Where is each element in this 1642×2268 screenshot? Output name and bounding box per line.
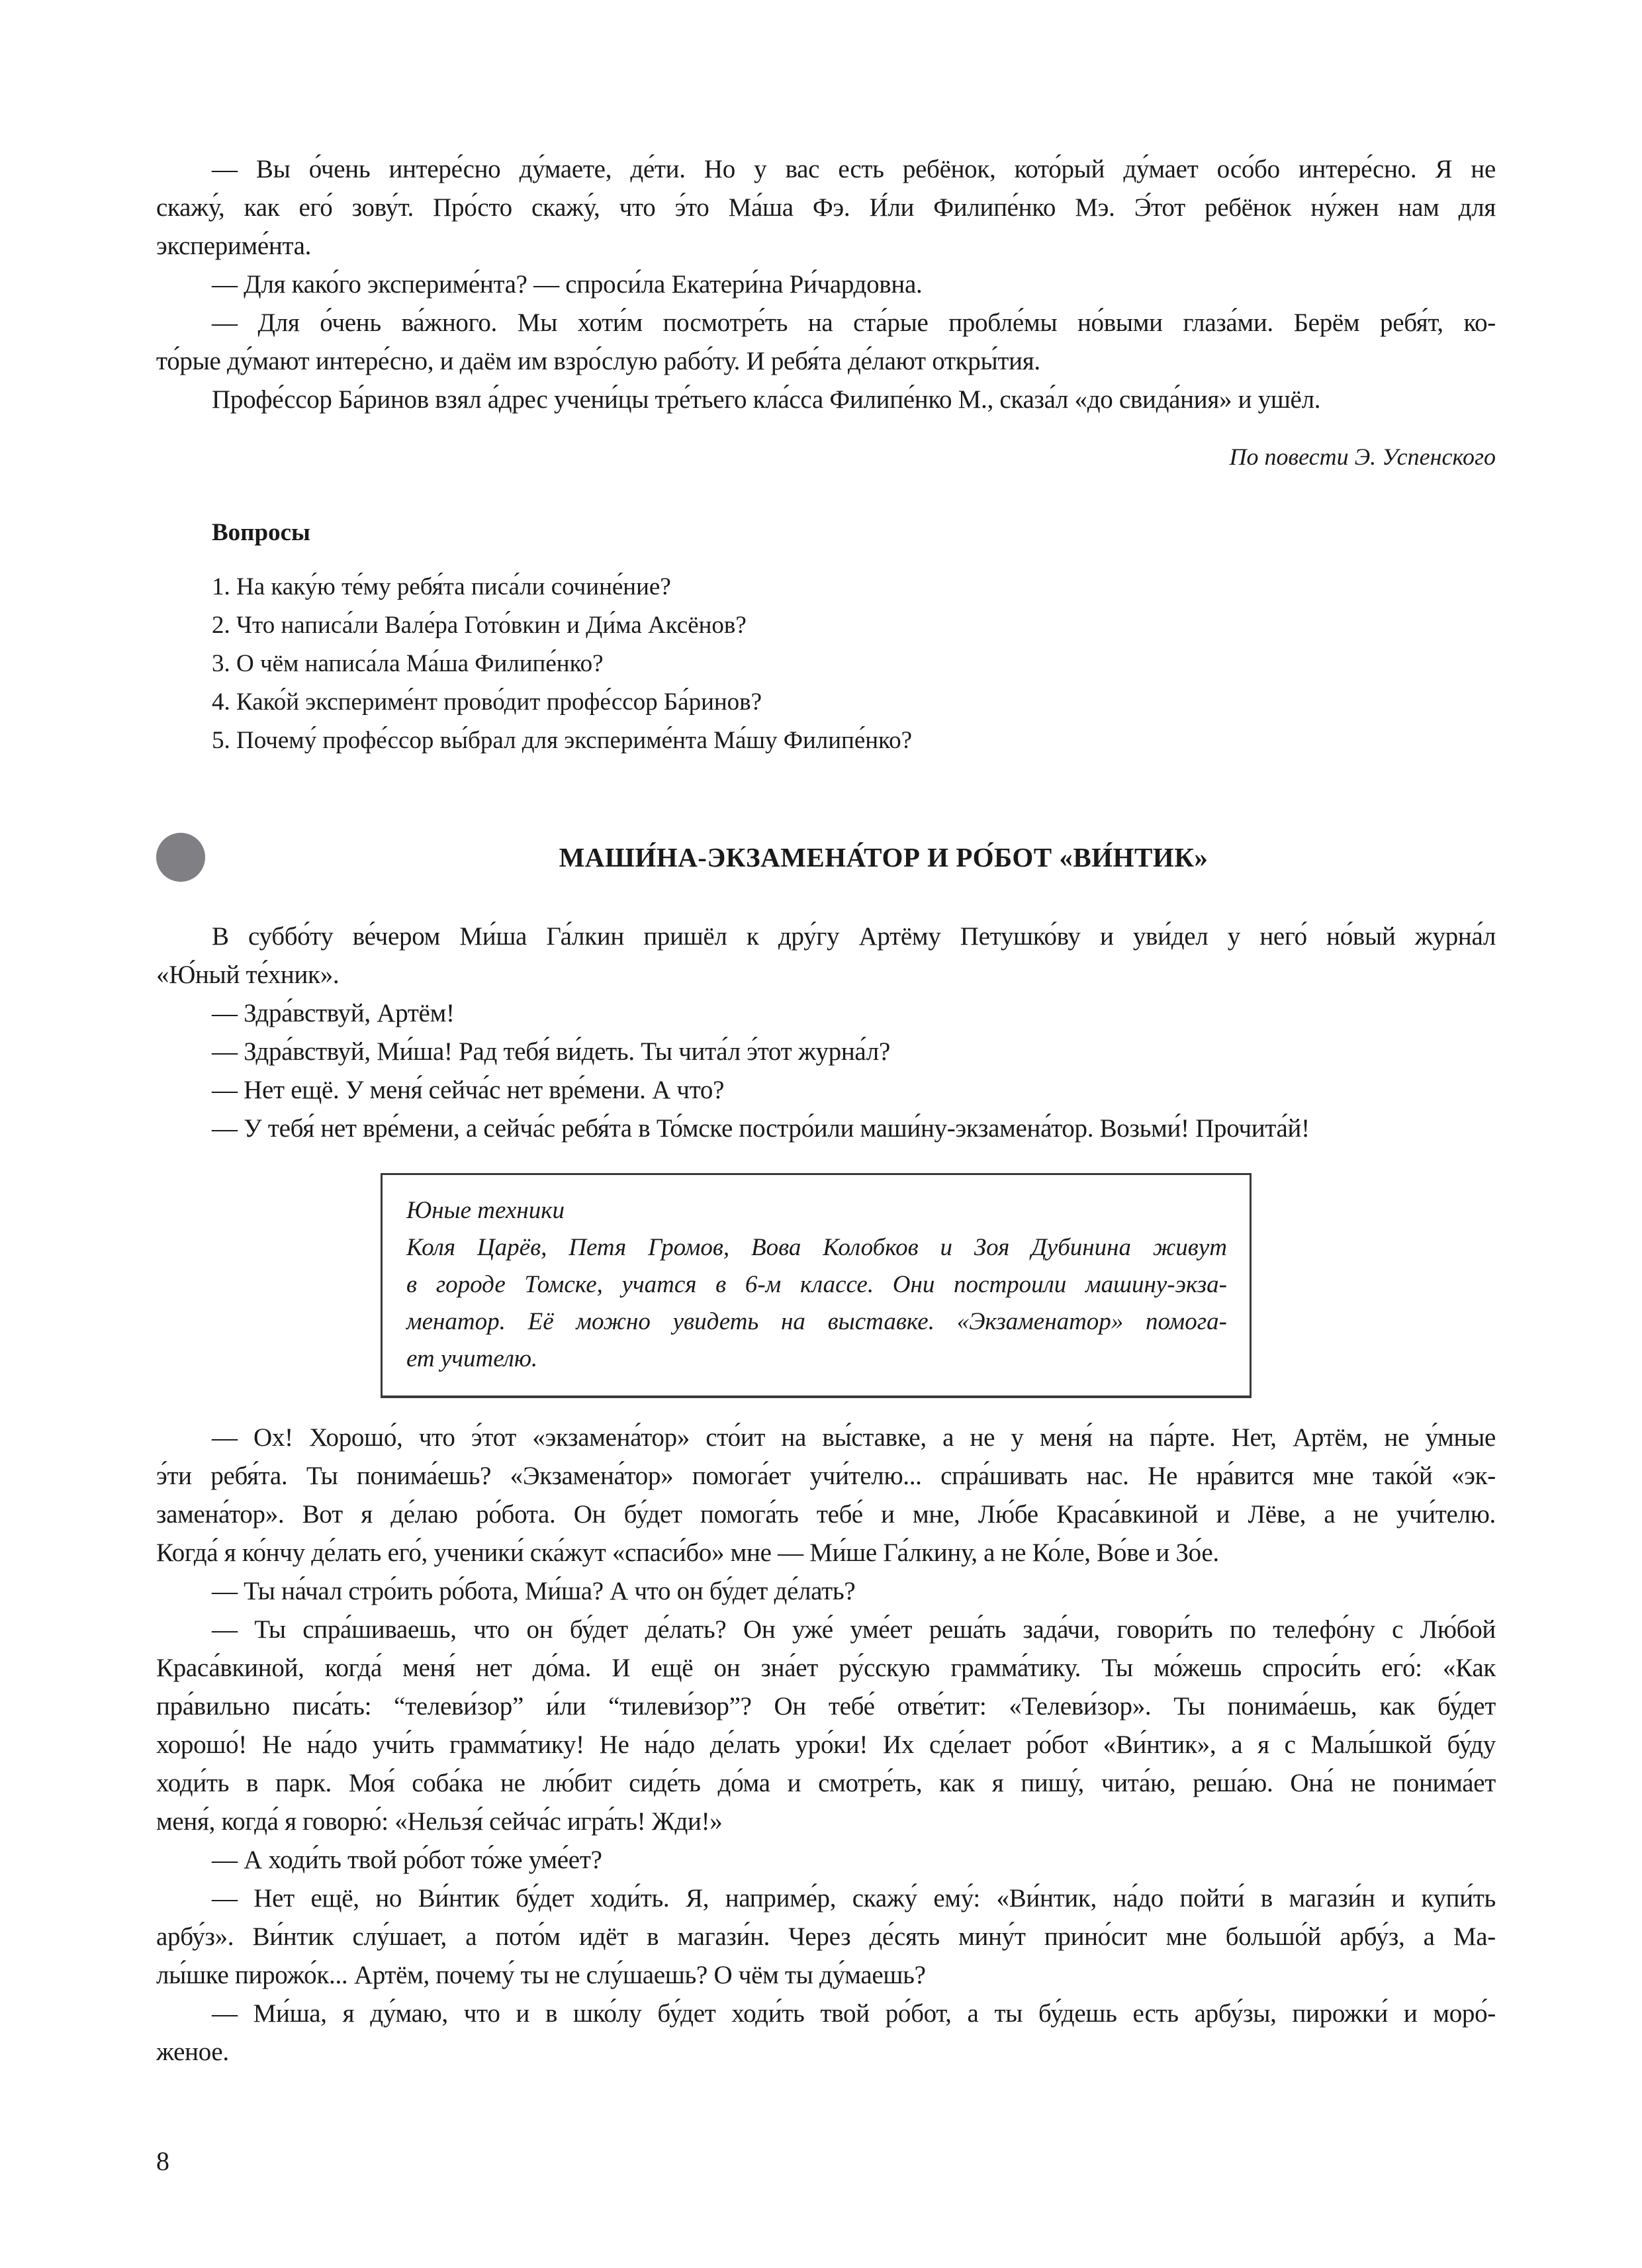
section-title: МАШИ́НА-ЭКЗАМЕНА́ТОР И РО́БОТ «ВИ́НТИК» [559,842,1209,873]
excerpt-title: Юные техники [406,1197,565,1224]
page-number: 8 [156,2146,169,2176]
story-line: Когда́ я ко́нчу де́лать его́, ученики́ ска́жут «спаси́бо» мне — Ми́ше Га́лкину, а не Ко́ле, Во́ве и Зо́е. [156,1538,1219,1567]
story-line: — Здра́вствуй, Ми́ша! Рад тебя́ ви́деть. Ты чита́л э́тот журна́л? [212,1037,890,1066]
intro-line: Профе́ссор Ба́ринов взял а́дрес учени́цы тре́тьего кла́сса Филипе́нко М., сказа́л «до свида́ния» и ушёл. [212,385,1321,414]
excerpt-line: менатор. Её можно увидеть на выставке. «Экзаменатор» помога- [406,1308,1227,1335]
story-line: — У тебя́ нет вре́мени, а сейча́с ребя́та в То́мске постро́или маши́ну-экзамена́тор. Возьми́! Прочита́й! [212,1114,1310,1143]
intro-line: — Для о́чень ва́жного. Мы хоти́м посмотре́ть на ста́рые пробле́мы но́выми глаза́ми. Берём ребя́т, ко- [212,308,1496,337]
story-line: — Ми́ша, я ду́маю, что и в шко́лу бу́дет ходи́ть твой ро́бот, а ты бу́дешь есть арбу́зы, пирожки́ и моро́- [212,1999,1496,2028]
story-line: — А ходи́ть твой ро́бот то́же уме́ет? [212,1846,602,1874]
attribution: По повести Э. Успенского [1229,444,1496,470]
story-line: лы́шке пирожо́к... Артём, почему́ ты не слу́шаешь? О чём ты ду́маешь? [156,1961,926,1989]
question-item: 3. О чём написа́ла Ма́ша Филипе́нко? [212,650,604,677]
magazine-excerpt-box [381,1173,1252,1398]
question-item: 2. Что написа́ли Вале́ра Гото́вкин и Ди́ма Аксёнов? [212,612,747,639]
intro-line: то́рые ду́мают интере́сно, и даём им взро́слую рабо́ту. И ребя́та де́лают откры́тия. [156,347,1040,375]
story-line: меня́, когда́ я говорю́: «Нельзя́ сейча́с игра́ть! Жди!» [156,1807,723,1836]
story-line: — Ох! Хорошо́, что э́тот «экзамена́тор» сто́ит на вы́ставке, а не у меня́ на па́рте. Нет, Артём, не у́мные [212,1423,1496,1452]
story-line: арбу́з». Ви́нтик слу́шает, а пото́м идёт в магази́н. Через де́сять мину́т прино́сит мне большо́й арбу́з, а Ма- [156,1922,1496,1951]
story-line: хорошо́! Не на́до учи́ть грамма́тику! Не на́до де́лать уро́ки! Их сде́лает ро́бот «Ви́нтик», а я с Малы́шкой бу́ду [156,1730,1496,1759]
question-item: 1. На каку́ю те́му ребя́та писа́ли сочине́ние? [212,573,671,600]
story-line: ходи́ть в парк. Моя́ соба́ка не лю́бит сиде́ть до́ма и смотре́ть, как я пишу́, чита́ю, реша́ю. Она́ не понима́ет [156,1769,1496,1797]
story-line: замена́тор». Вот я де́лаю ро́бота. Он бу́дет помога́ть тебе́ и мне, Лю́бе Краса́вкиной и Лёве, а не учи́телю. [156,1500,1496,1529]
excerpt-line: Коля Царёв, Петя Громов, Вова Колобков и Зоя Дубинина живут [406,1234,1227,1261]
story-line: Краса́вкиной, когда́ меня́ нет до́ма. И ещё он зна́ет ру́сскую грамма́тику. Ты мо́жешь спроси́ть его́: «Как [156,1654,1496,1682]
intro-line: — Для како́го экспериме́нта? — спроси́ла Екатери́на Ри́чардовна. [212,270,923,299]
story-line: — Ты спра́шиваешь, что он бу́дет де́лать? Он уже́ уме́ет реша́ть зада́чи, говори́ть по телефо́ну с Лю́бой [212,1615,1496,1644]
story-line: — Нет ещё, но Ви́нтик бу́дет ходи́ть. Я, наприме́р, скажу́ ему́: «Ви́нтик, на́до пойти́ в магази́н и купи́ть [212,1884,1496,1913]
story-line: «Ю́ный те́хник». [156,961,340,989]
story-line: В суббо́ту ве́чером Ми́ша Га́лкин пришёл к дру́гу Артёму Петушко́ву и уви́дел у него́ но́вый журна́л [212,922,1496,951]
intro-line: скажу́, как его́ зову́т. Про́сто скажу́, что э́то Ма́ша Фэ. И́ли Филипе́нко Мэ. Э́тот ребёнок ну́жен нам для [156,193,1496,222]
story-line: женое. [156,2038,229,2066]
excerpt-line: ет учителю. [406,1345,538,1372]
story-line: — Нет ещё. У меня́ сейча́с нет вре́мени. А что? [212,1076,725,1104]
story-line: — Здра́вствуй, Артём! [212,999,455,1027]
excerpt-line: в городе Томске, учатся в 6-м классе. Они построили машину-экза- [406,1271,1227,1298]
questions-heading: Вопросы [212,519,310,546]
story-line: э́ти ребя́та. Ты понима́ешь? «Экзамена́тор» помога́ет учи́телю... спра́шивать нас. Не нра́вится мне тако́й «эк- [156,1462,1496,1490]
question-item: 5. Почему́ профе́ссор вы́брал для экспериме́нта Ма́шу Филипе́нко? [212,727,913,754]
intro-line: — Вы о́чень интере́сно ду́маете, де́ти. Но у вас есть ребёнок, кото́рый ду́мает осо́бо интере́сно. Я не [212,155,1496,183]
story-line: пра́вильно писа́ть: “телеви́зор” и́ли “тилеви́зор”? Он тебе́ отве́тит: «Телеви́зор». Ты понима́ешь, как бу́дет [156,1692,1496,1721]
story-line: — Ты на́чал стро́ить ро́бота, Ми́ша? А что он бу́дет де́лать? [212,1577,856,1605]
section-marker-circle-icon [156,833,205,882]
question-item: 4. Како́й экспериме́нт прово́дит профе́ссор Ба́ринов? [212,688,762,716]
intro-line: экспериме́нта. [156,232,312,260]
